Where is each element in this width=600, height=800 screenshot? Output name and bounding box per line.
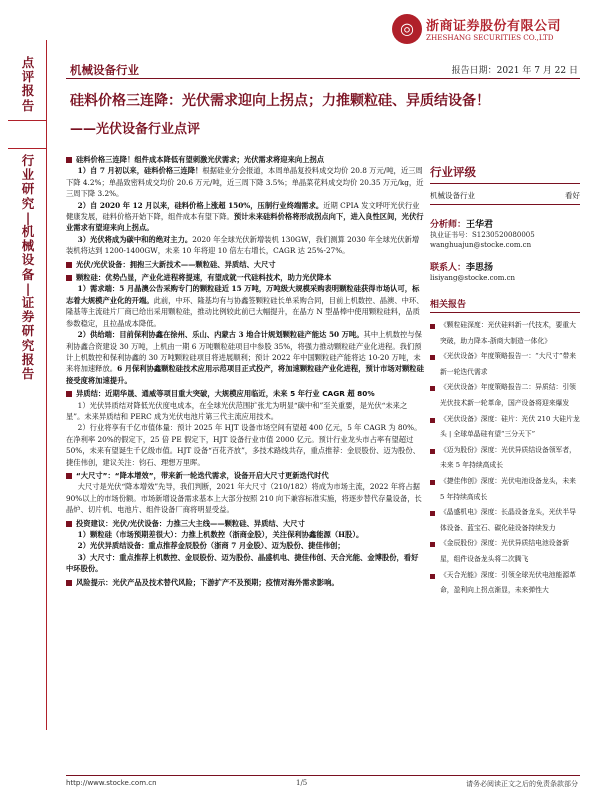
side-tag-report-type [17, 56, 39, 113]
paragraph [66, 283, 424, 329]
paragraph-lead: 1）需求端：5 月晶澳公告采购专门的颗粒硅近 15 万吨， [77, 284, 267, 294]
paragraph-lead: 2）光伏异质结设备： [77, 541, 149, 551]
related-report-item[interactable]: 《光伏设备》年度策略报告一：“大尺寸”带来新一轮迭代需求 [430, 349, 580, 380]
section-heading [66, 154, 424, 165]
footer-disclaimer: 请务必阅读正文之后的免责条款部分 [466, 780, 578, 788]
side-tag-char: 究 [21, 337, 35, 353]
section-bullet-icon [66, 262, 72, 268]
side-tag-char: | [25, 209, 31, 225]
paragraph [66, 200, 424, 234]
related-report-item[interactable]: 《光伏设备》年度策略报告二：异质结：引领光伏技术新一轮革命，国产设备将迎来爆发 [430, 380, 580, 411]
main-body [66, 152, 424, 588]
side-tag-char: 告 [21, 366, 35, 382]
paragraph [66, 481, 424, 515]
related-report-item[interactable]: 《光伏设备》深度：硅片：光伏 210 大硅片龙头 | 全球单晶硅有望“三分天下” [430, 412, 580, 443]
section-bullet-icon [66, 580, 72, 586]
paragraph-lead: 2）自 2020 年 12 月以来，硅料价格上涨超 150%，压制行业终端需求。 [77, 200, 324, 210]
paragraph-emphasis: 6 月保利协鑫颗粒硅技术应用示范项目正式投产，将加速颗粒硅产业化进程，预计市场对颗粒硅接受度将加速提升。 [66, 364, 424, 385]
related-report-item[interactable]: 《迈为股份》深度：光伏异质结设备领军者，未来 5 年持续高成长 [430, 443, 580, 474]
analyst-name: 王华君 [466, 220, 494, 230]
rating-industry: 机械设备行业 [430, 191, 475, 200]
paragraph [66, 540, 424, 551]
side-tag-category [17, 154, 39, 381]
contact-email[interactable]: lisiyang@stocke.com.cn [430, 274, 516, 282]
side-tag-char: 告 [21, 97, 35, 113]
side-tag-char: 券 [21, 309, 35, 325]
side-tag-char: 究 [21, 195, 35, 211]
paragraph-emphasis: 力推上机数控（浙商金股），关注保利协鑫能源（H股）。 [181, 530, 364, 539]
rating-row [430, 190, 580, 205]
paragraph-text: 其中上机数控与保利协鑫合资建设 30 万吨，上机由一期 6 万吨颗粒硅项目中参股 35%，将强力推动颗粒硅产业化进程。我们预计上机数控和保利协鑫的 30 万吨颗粒硅项目将进展顺利；预计 2022 年中国颗粒硅产能将达 10-20 万吨，未来将加速释放。 [66, 330, 422, 374]
report-title: 硅料价格三连降：光伏需求迎向上拐点；力推颗粒硅、异质结设备！ [70, 93, 490, 109]
header-divider [66, 78, 580, 79]
section-heading-text: 颗粒硅：优势凸显，产业化进程将提速，有望成就一代硅料技术，助力光伏降本 [76, 273, 332, 283]
side-tag-char: 设 [21, 252, 35, 268]
section-bullet-icon [66, 521, 72, 527]
side-tag-char: 评 [21, 69, 35, 85]
paragraph-text: 大尺寸是光伏“降本增效”先导，我们判断，2021 年大尺寸（210/182）将成为市场主流，2022 年将占据 90%以上的市场份额。市场新增设备需求基本上大部分按照 210 向下兼容标准实施，将逐步替代存量设备，长晶炉、切片机、电池片、组件设备厂商将明显受益。 [66, 482, 422, 515]
related-report-item[interactable]: 《晶盛机电》深度：长晶设备龙头，光伏半导体设备、蓝宝石、碳化硅设备持续发力 [430, 505, 580, 536]
side-tag-char: 证 [21, 295, 35, 311]
paragraph-text: 2）行业将享有千亿市值体量：预计 2025 年 HJT 设备市场空间有望超 400 亿元，5 年 CAGR 为 80%。在净利率 20%的假定下，25 倍 PE 假定下，HJT 设备行业市值 2000 亿元。预计行业龙头市占率有望超过 50%，未来有望诞生千亿级市值。HJT 设备“百花齐放”，多技术路线共存，重点推荐：金辰股份、迈为股份、捷佳伟创，建议关注：钧石、理想万里晖。 [66, 423, 422, 467]
section-heading-text: 投资建议：光伏/光伏设备：力推三大主线——颗粒硅、异质结、大尺寸 [76, 518, 305, 528]
paragraph-text: 2020 年全球光伏新增装机 130GW，我们测算 2030 年全球光伏新增装机将达到 1200-1400GW，未来 10 年将迎 10 倍左右增长，CAGR 达 25%-27%。 [66, 234, 420, 256]
section-heading-text: 异质结：近期华晟、通威等项目重大突破，大规模应用临近，未来 5 年行业 CAGR 超 80% [76, 389, 375, 399]
section-heading-text: “大尺寸”：“降本增效”，带来新一轮迭代需求，设备开启大尺寸更新迭代时代 [76, 470, 329, 480]
paragraph-emphasis: 万吨级大规模采购表明颗粒硅获得市场认可，标志着大规模产业化的开端。 [66, 284, 420, 305]
paragraph-text: 近期 CPIA 发文呼吁光伏行业健康发展，硅料价格开始下降，组件成本有望下降。 [66, 200, 420, 222]
contact-line [430, 260, 580, 273]
paragraph [66, 552, 424, 575]
section-bullet-icon [66, 391, 72, 397]
side-tag-separator [8, 120, 46, 121]
section-heading [66, 470, 424, 481]
paragraph [66, 165, 424, 199]
side-tag-separator [8, 148, 46, 149]
paragraph [66, 400, 424, 423]
side-divider [46, 40, 47, 730]
company-name-en: ZHESHANG SECURITIES CO.,LTD [426, 33, 554, 42]
paragraph [66, 422, 424, 468]
side-tag-char: 研 [21, 323, 35, 339]
section-bullet-icon [66, 157, 72, 163]
paragraph-emphasis: 重点推荐上机数控、金辰股份、迈为股份、晶盛机电、捷佳伟创、天合光能、金博股份，看好中环股份。 [66, 552, 419, 574]
right-sidebar [430, 164, 580, 599]
side-tag-char: 行 [21, 153, 35, 168]
side-tag-char: 机 [21, 224, 35, 240]
section-bullet-icon [66, 473, 72, 479]
paragraph-text: 根据硅业分会报道，本周单晶复投料成交均价 20.8 万元/吨，近三周下降 4.2%；单晶致密料成交均价 20.6 万元/吨，近三周下降 3.5%；单晶菜花料成交均价 20.35 万元/kg，近三周下降 3.2%。 [66, 166, 424, 199]
paragraph [66, 529, 424, 540]
paragraph-text: 1）光伏异质结对降低光伏度电成本，在全球光伏范围扩张尤为明显“碳中和”至关重要，是光伏“未来之星”。未来异质结和 PERC 成为光伏电池片第三代主流应用技术。 [66, 400, 408, 421]
side-tag-char: 业 [21, 167, 35, 183]
section-heading [66, 518, 424, 529]
footer-divider [66, 775, 580, 776]
analyst-label: 分析师： [430, 220, 467, 230]
paragraph [66, 329, 424, 386]
industry-label: 机械设备行业 [70, 63, 139, 77]
paragraph-lead: 1）自 7 月初以来，硅料价格三连降！ [77, 166, 203, 176]
section-heading [66, 388, 424, 399]
side-tag-char: 械 [21, 238, 35, 254]
footer-page-number: 1/5 [296, 779, 308, 787]
section-heading [66, 259, 424, 270]
side-tag-char: 研 [21, 181, 35, 197]
paragraph-emphasis: 预计未来硅料价格将形成拐点向下，进入良性区间，光伏行业需求有望迎来向上拐点。 [66, 212, 424, 233]
company-logo: ◎ [392, 14, 422, 44]
rating-value: 看好 [565, 191, 580, 200]
side-tag-char: 点 [21, 55, 35, 70]
section-heading [66, 272, 424, 283]
side-tag-char: | [25, 280, 31, 296]
report-subtitle: ——光伏设备行业点评 [70, 122, 201, 137]
related-reports-list [430, 318, 580, 599]
section-bullet-icon [66, 275, 72, 281]
company-name-cn: 浙商证券股份有限公司 [426, 19, 562, 34]
section-heading-text: 风险提示： [76, 577, 113, 587]
paragraph [66, 234, 424, 257]
paragraph-lead: 3）大尺寸： [77, 552, 120, 562]
paragraph-emphasis: 重点推荐金辰股份（浙商 7 月金股）、迈为股份、捷佳伟创； [148, 541, 345, 551]
footer-website[interactable]: http://www.stocke.com.cn [66, 779, 157, 787]
contact-label: 联系人： [430, 263, 467, 273]
contact-name: 李思扬 [466, 263, 494, 273]
section-heading-note: 光伏产品及技术替代风险；下游扩产不及预期；疫情对海外需求影响。 [112, 577, 339, 587]
section-heading-text: 光伏/光伏设备：拥抱三大新技术——颗粒硅、异质结、大尺寸 [76, 259, 276, 269]
related-report-item[interactable]: 《天合光能》深度：引领全球光伏电池能源革命，盈利向上拐点渐显，未来弹性大 [430, 568, 580, 599]
analyst-cert: 执业证书号：S1230520080005 [430, 231, 535, 239]
paragraph-lead: 2）供给端：目前保利协鑫在徐州、乐山、内蒙古 3 地合计规划颗粒硅产能达 50 万吨。 [77, 330, 364, 340]
side-tag-char: 报 [21, 351, 35, 367]
paragraph-lead: 1）颗粒硅（市场预期差很大）： [77, 530, 182, 539]
related-report-item[interactable]: 《捷佳伟创》深度：光伏电池设备龙头，未来 5 年持续高成长 [430, 474, 580, 505]
analyst-line [430, 217, 580, 230]
side-tag-char: 备 [21, 266, 35, 282]
side-tag-char: 报 [21, 83, 35, 99]
related-reports-title: 相关报告 [430, 297, 580, 313]
section-heading-text: 硅料价格三连降！组件成本降低有望刺激光伏需求；光伏需求将迎来向上拐点 [76, 155, 325, 164]
paragraph-text: 此前，中环、隆基均有与协鑫签颗粒硅长单采购合同，目前上机数控、晶澳、中环、隆基等主流硅片厂商已给出采用颗粒硅，推动比例较此前已大幅提升，在晶方 N 型晶棒中使用颗粒硅料，品质参数稳定，且拉晶成本降低。 [66, 295, 424, 328]
related-report-item[interactable]: 《颗粒硅深度：光伏硅料新一代技术，要重大突破，助力降本-浙商大制造一体化》 [430, 318, 580, 349]
related-report-item[interactable]: 《金辰股份》深度：光伏异质结电池设备新星，组件设备龙头将二次腾飞 [430, 536, 580, 567]
report-date: 报告日期：2021 年 7 月 22 日 [451, 66, 578, 76]
paragraph-lead: 3）光伏将成为碳中和的绝对主力。 [77, 234, 193, 244]
analyst-email[interactable]: wanghuajun@stocke.com.cn [430, 241, 532, 249]
section-heading [66, 577, 424, 588]
rating-title: 行业评级 [430, 164, 580, 184]
